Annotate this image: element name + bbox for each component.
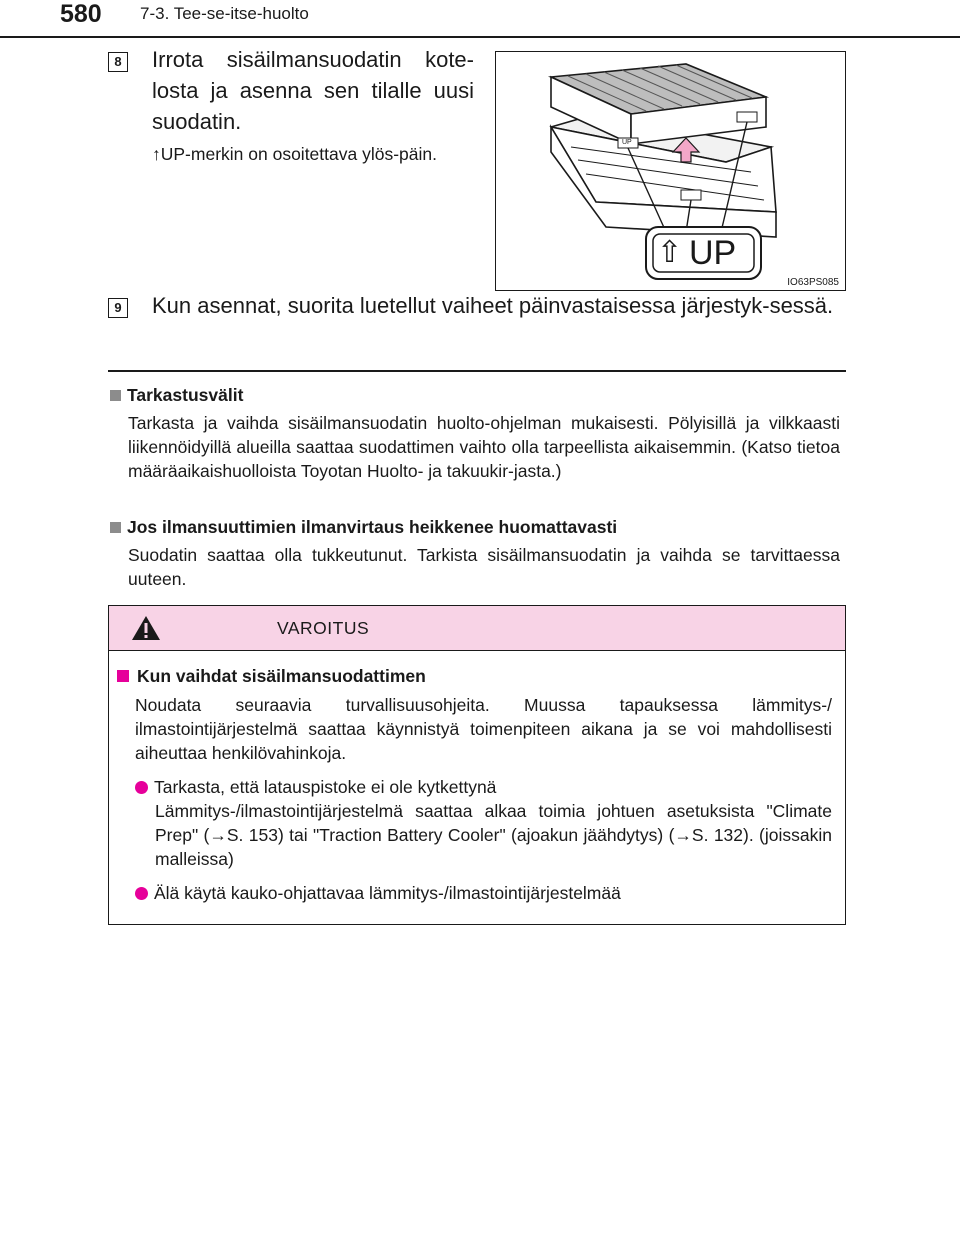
- header-rule: [0, 36, 960, 38]
- up-label-small: UP: [622, 139, 632, 146]
- warning-bullet-title: [135, 881, 832, 905]
- section-divider: [108, 370, 846, 372]
- section-body: Tarkasta ja vaihda sisäilmansuodatin huolto-ohjelman mukaisesti. Pölyisillä ja vilkkaasti liikennöidyillä alueilla saattaa suodattimen vaihto olla tarpeellista aikaisemmin. (Katso tietoa määräaikaishuolloista Toyotan Huolto- ja takuukir-jasta.): [128, 413, 840, 481]
- square-bullet-icon: [110, 390, 121, 401]
- warning-bullet-body: Lämmitys-/ilmastointijärjestelmä saattaa alkaa toimia johtuen asetuksista "Climate Prep" (→S. 153) tai "Traction Battery Cooler" (ajoakun jäähdytys) (→S. 132). (joissakin malleissa): [155, 801, 832, 869]
- section-title: 7-3. Tee-se-itse-huolto: [140, 4, 309, 23]
- section-heading-text: Jos ilmansuuttimien ilmanvirtaus heikkenee huomattavasti: [127, 517, 618, 537]
- warning-subheading-text: Kun vaihdat sisäilmansuodattimen: [137, 666, 426, 686]
- step-number-9: 9: [108, 298, 128, 318]
- step-8-note: [152, 142, 474, 166]
- section-heading: [110, 383, 840, 407]
- section-heading-text: Tarkastusvälit: [127, 385, 244, 405]
- step-number-8: 8: [108, 52, 128, 72]
- up-label-large: UP: [689, 234, 737, 272]
- figure-code: IO63PS085: [787, 277, 839, 288]
- page-number: 580: [60, 0, 102, 28]
- warning-content: [117, 664, 832, 905]
- section-body: Suodatin saattaa olla tukkeutunut. Tarkista sisäilmansuodatin ja vaihda se tarvittaessa uuteen.: [128, 545, 840, 589]
- warning-box: [108, 605, 846, 925]
- warning-bullet-title-text: Tarkasta, että latauspistoke ei ole kytkettynä: [154, 777, 497, 797]
- pink-dot-bullet-icon: [135, 781, 148, 794]
- step-9-text: Kun asennat, suorita luetellut vaiheet päinvastaisessa järjestyk-sessä.: [152, 293, 834, 318]
- warning-header: [109, 606, 845, 651]
- section-airflow: [110, 515, 840, 591]
- up-arrow-icon: ↑: [152, 144, 161, 164]
- up-label-arrow-icon: ⇧: [657, 236, 683, 269]
- section-inspection: [110, 383, 840, 483]
- warning-label: VAROITUS: [277, 618, 370, 638]
- step-8-text: Irrota sisäilmansuodatin kote-losta ja asenna sen tilalle uusi suodatin.: [152, 47, 474, 134]
- warning-bullet-title: [135, 775, 832, 799]
- pink-square-bullet-icon: [117, 670, 129, 682]
- warning-triangle-icon: [131, 615, 161, 641]
- filter-illustration: [495, 51, 846, 291]
- section-heading: [110, 515, 840, 539]
- step-8-note-text: UP-merkin on osoitettava ylös-päin.: [160, 144, 437, 164]
- warning-bullet-title-text: Älä käytä kauko-ohjattavaa lämmitys-/ilmastointijärjestelmää: [154, 883, 621, 903]
- warning-intro: Noudata seuraavia turvallisuusohjeita. Muussa tapauksessa lämmitys-/ ilmastointijärjestelmä saattaa käynnistyä toimenpiteen aikana ja se voi mahdollisesti aiheuttaa henkilövahinkoja.: [135, 695, 832, 763]
- warning-subheading: [117, 664, 832, 688]
- pink-dot-bullet-icon: [135, 887, 148, 900]
- square-bullet-icon: [110, 522, 121, 533]
